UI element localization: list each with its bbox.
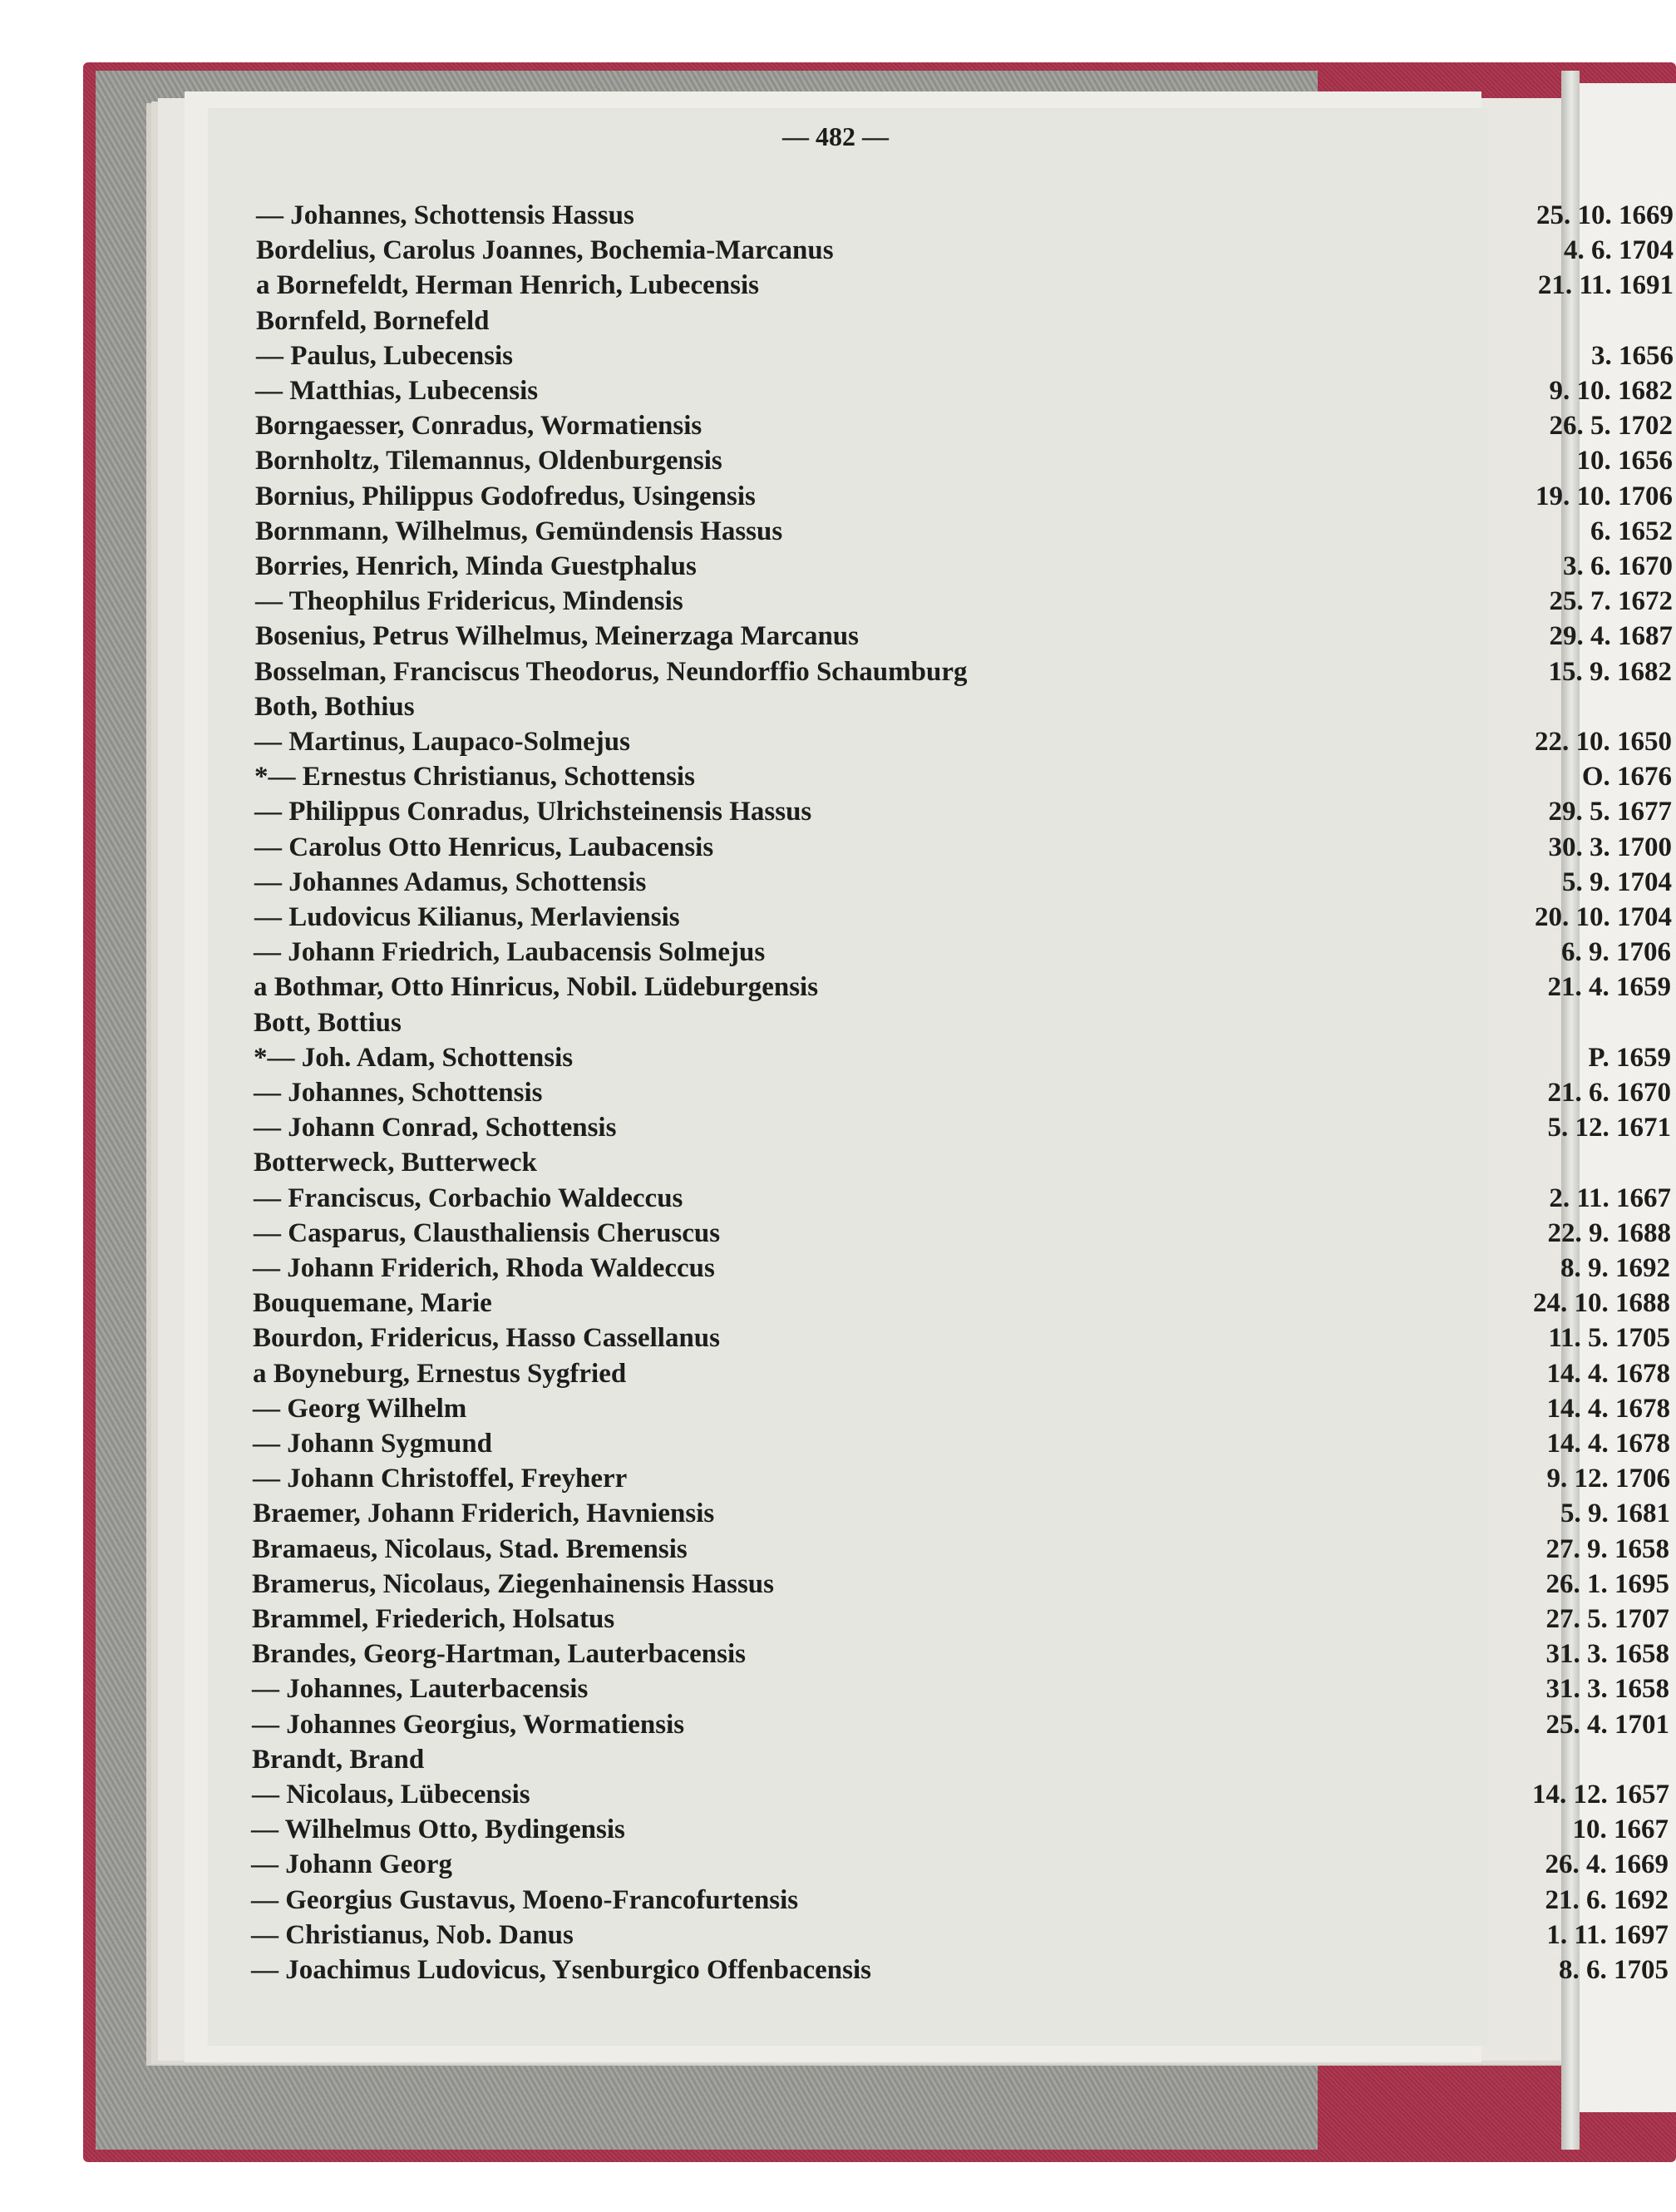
entry-name: — Johannes, Schottensis Hassus bbox=[256, 200, 634, 230]
entry-date: 31. 3. 1658 bbox=[1545, 1639, 1669, 1669]
entry-date: 8. 6. 1705 bbox=[1559, 1955, 1669, 1985]
register-entry bbox=[254, 1181, 1676, 1216]
register-entry bbox=[252, 1707, 1676, 1742]
entry-date: 9. 12. 1706 bbox=[1546, 1464, 1670, 1494]
register-entry bbox=[255, 514, 1676, 549]
entry-name: — Carolus Otto Henricus, Laubacensis bbox=[254, 832, 714, 862]
register-entry bbox=[254, 935, 1676, 970]
entry-name: Bosenius, Petrus Wilhelmus, Meinerzaga Marcanus bbox=[255, 621, 859, 651]
register-entry bbox=[252, 1567, 1676, 1602]
entry-name: — Johannes Georgius, Wormatiensis bbox=[252, 1710, 685, 1740]
register-entry bbox=[253, 1461, 1676, 1496]
register-entry bbox=[255, 549, 1676, 584]
entry-date: 5. 9. 1704 bbox=[1562, 867, 1672, 897]
entry-name: — Johann Conrad, Schottensis bbox=[254, 1113, 617, 1143]
register-entry bbox=[251, 1847, 1676, 1882]
entry-name: a Boyneburg, Ernestus Sygfried bbox=[253, 1359, 627, 1389]
register-entry bbox=[253, 1426, 1676, 1461]
register-entry bbox=[256, 233, 1676, 268]
entry-date: 11. 5. 1705 bbox=[1548, 1323, 1670, 1353]
entry-date: 22. 9. 1688 bbox=[1547, 1218, 1671, 1248]
entry-date: 30. 3. 1700 bbox=[1548, 832, 1672, 862]
register-entry bbox=[254, 900, 1676, 935]
entry-date: 5. 9. 1681 bbox=[1560, 1499, 1670, 1528]
entry-name: Borries, Henrich, Minda Guestphalus bbox=[255, 551, 697, 581]
entry-date: 5. 12. 1671 bbox=[1547, 1113, 1671, 1143]
entry-date: O. 1676 bbox=[1581, 762, 1672, 792]
entry-date: 29. 4. 1687 bbox=[1549, 621, 1673, 651]
entry-name: — Martinus, Laupaco-Solmejus bbox=[254, 727, 630, 757]
entry-date: 2. 11. 1667 bbox=[1549, 1183, 1671, 1213]
entry-name: — Johann Friedrich, Laubacensis Solmejus bbox=[254, 937, 766, 967]
entry-name: Botterweck, Butterweck bbox=[254, 1148, 537, 1178]
entry-date: 26. 5. 1702 bbox=[1549, 411, 1673, 441]
register-entry bbox=[255, 373, 1676, 408]
entry-name: Bosselman, Franciscus Theodorus, Neundorffio Schaumburg bbox=[254, 657, 968, 687]
entry-name: Bornholtz, Tilemannus, Oldenburgensis bbox=[255, 446, 722, 476]
entry-name: Bornmann, Wilhelmus, Gemündensis Hassus bbox=[255, 516, 783, 546]
register-entry bbox=[252, 1637, 1676, 1671]
register-entry bbox=[254, 1110, 1676, 1145]
entry-name: *— Joh. Adam, Schottensis bbox=[254, 1043, 574, 1073]
entry-name: — Johannes, Lauterbacensis bbox=[252, 1674, 589, 1704]
entry-date: 14. 4. 1678 bbox=[1546, 1394, 1670, 1424]
register-entry bbox=[251, 1812, 1676, 1847]
entry-date: 9. 10. 1682 bbox=[1549, 376, 1673, 406]
entry-name: Brammel, Friederich, Holsatus bbox=[252, 1604, 615, 1634]
register-entry bbox=[254, 865, 1676, 900]
register-entry bbox=[255, 479, 1676, 514]
entry-name: Borngaesser, Conradus, Wormatiensis bbox=[255, 411, 702, 441]
entry-name: Braemer, Johann Friderich, Havniensis bbox=[253, 1499, 715, 1528]
entry-name: Both, Bothius bbox=[254, 692, 415, 722]
entry-name: *— Ernestus Christianus, Schottensis bbox=[254, 762, 695, 792]
entry-name: — Georg Wilhelm bbox=[253, 1394, 467, 1424]
register-entry bbox=[256, 198, 1676, 233]
entry-name: Bourdon, Fridericus, Hasso Cassellanus bbox=[253, 1323, 720, 1353]
entry-name: — Ludovicus Kilianus, Merlaviensis bbox=[254, 902, 680, 932]
entry-name: — Wilhelmus Otto, Bydingensis bbox=[251, 1815, 625, 1844]
register-entry bbox=[252, 1742, 1676, 1777]
entry-name: Bordelius, Carolus Joannes, Bochemia-Marcanus bbox=[256, 235, 834, 265]
register-entry bbox=[254, 970, 1676, 1005]
register-entry bbox=[252, 1532, 1676, 1567]
entry-date: P. 1659 bbox=[1588, 1043, 1671, 1073]
entry-name: a Bornefeldt, Herman Henrich, Lubecensis bbox=[256, 270, 759, 300]
register-entry bbox=[254, 794, 1676, 829]
page-number: — 482 — bbox=[782, 121, 889, 151]
register-entry bbox=[251, 1953, 1676, 1987]
register-entry bbox=[254, 759, 1676, 794]
entry-date: 3. 1656 bbox=[1591, 341, 1674, 371]
entry-date: 27. 5. 1707 bbox=[1545, 1604, 1669, 1634]
entry-date: 14. 4. 1678 bbox=[1546, 1429, 1670, 1459]
entry-name: — Johannes, Schottensis bbox=[254, 1078, 543, 1108]
register-entry bbox=[256, 338, 1676, 373]
register-entry bbox=[254, 724, 1676, 759]
entry-date: 1. 11. 1697 bbox=[1546, 1920, 1669, 1950]
entry-name: Brandes, Georg-Hartman, Lauterbacensis bbox=[252, 1639, 746, 1669]
entry-date: 10. 1667 bbox=[1572, 1815, 1669, 1844]
register-entry bbox=[254, 689, 1676, 724]
entry-date: 8. 9. 1692 bbox=[1560, 1253, 1670, 1283]
entry-date: 26. 4. 1669 bbox=[1545, 1849, 1669, 1879]
entry-name: — Matthias, Lubecensis bbox=[255, 376, 539, 406]
entry-name: — Johann Georg bbox=[251, 1849, 453, 1879]
entry-name: — Johannes Adamus, Schottensis bbox=[254, 867, 647, 897]
entry-date: 25. 4. 1701 bbox=[1545, 1710, 1669, 1740]
register-entry bbox=[254, 1040, 1676, 1075]
entry-name: a Bothmar, Otto Hinricus, Nobil. Lüdeburgensis bbox=[254, 972, 819, 1002]
entry-date: 21. 11. 1691 bbox=[1537, 270, 1674, 300]
entry-date: 6. 9. 1706 bbox=[1561, 937, 1671, 967]
register-entry bbox=[254, 830, 1676, 865]
entry-name: — Paulus, Lubecensis bbox=[256, 341, 513, 371]
entry-date: 25. 10. 1669 bbox=[1536, 200, 1674, 230]
entry-date: 14. 12. 1657 bbox=[1532, 1780, 1669, 1810]
entry-name: — Christianus, Nob. Danus bbox=[251, 1920, 574, 1950]
entry-name: Bramaeus, Nicolaus, Stad. Bremensis bbox=[252, 1534, 688, 1564]
register-entry bbox=[252, 1777, 1676, 1812]
entry-date: 14. 4. 1678 bbox=[1546, 1359, 1670, 1389]
entry-date: 21. 6. 1670 bbox=[1547, 1078, 1671, 1108]
entry-name: — Johann Christoffel, Freyherr bbox=[253, 1464, 628, 1494]
entry-name: Brandt, Brand bbox=[252, 1745, 425, 1775]
register-entry bbox=[253, 1286, 1676, 1321]
entry-date: 4. 6. 1704 bbox=[1564, 235, 1674, 265]
entry-date: 25. 7. 1672 bbox=[1549, 586, 1673, 616]
register-entry bbox=[255, 619, 1676, 654]
entry-name: — Casparus, Clausthaliensis Cheruscus bbox=[254, 1218, 721, 1248]
entry-date: 29. 5. 1677 bbox=[1548, 797, 1672, 827]
register-entry bbox=[253, 1391, 1676, 1426]
entry-name: Bouquemane, Marie bbox=[253, 1288, 492, 1318]
entry-date: 22. 10. 1650 bbox=[1535, 727, 1672, 757]
entry-date: 20. 10. 1704 bbox=[1535, 902, 1672, 932]
entry-date: 3. 6. 1670 bbox=[1563, 551, 1673, 581]
entry-date: 6. 1652 bbox=[1590, 516, 1673, 546]
register-entry bbox=[251, 1883, 1676, 1918]
register-entry bbox=[255, 408, 1676, 443]
entry-date: 26. 1. 1695 bbox=[1545, 1569, 1669, 1599]
entry-name: Bramerus, Nicolaus, Ziegenhainensis Hassus bbox=[252, 1569, 774, 1599]
entry-name: — Philippus Conradus, Ulrichsteinensis Hassus bbox=[254, 797, 812, 827]
entry-name: — Franciscus, Corbachio Waldeccus bbox=[254, 1183, 683, 1213]
entry-name: — Georgius Gustavus, Moeno-Francofurtensis bbox=[251, 1885, 799, 1915]
entry-date: 27. 9. 1658 bbox=[1545, 1534, 1669, 1564]
entry-name: — Johann Friderich, Rhoda Waldeccus bbox=[253, 1253, 715, 1283]
register-entry bbox=[251, 1918, 1676, 1953]
entry-name: — Johann Sygmund bbox=[253, 1429, 492, 1459]
register-entry bbox=[254, 654, 1676, 689]
register-entry bbox=[253, 1496, 1676, 1531]
register-entry bbox=[255, 584, 1676, 619]
register-entry bbox=[252, 1602, 1676, 1637]
register-entry bbox=[255, 443, 1676, 478]
register-entry bbox=[253, 1321, 1676, 1355]
entry-name: — Theophilus Fridericus, Mindensis bbox=[255, 586, 683, 616]
entry-date: 15. 9. 1682 bbox=[1548, 657, 1672, 687]
register-entry bbox=[252, 1671, 1676, 1706]
register-entry bbox=[256, 268, 1676, 303]
register-entry bbox=[254, 1075, 1676, 1110]
register-entry bbox=[253, 1356, 1676, 1391]
entry-name: Bott, Bottius bbox=[254, 1008, 402, 1038]
entry-date: 24. 10. 1688 bbox=[1533, 1288, 1670, 1318]
register-entry bbox=[253, 1251, 1676, 1286]
entry-date: 31. 3. 1658 bbox=[1545, 1674, 1669, 1704]
register-entry bbox=[254, 1216, 1676, 1251]
entry-name: — Joachimus Ludovicus, Ysenburgico Offenbacensis bbox=[251, 1955, 871, 1985]
entry-name: — Nicolaus, Lübecensis bbox=[252, 1780, 530, 1810]
register-entry bbox=[254, 1005, 1676, 1040]
entry-date: 21. 6. 1692 bbox=[1545, 1885, 1669, 1915]
register-entry bbox=[254, 1145, 1676, 1180]
entry-date: 10. 1656 bbox=[1576, 446, 1673, 476]
register-entry bbox=[256, 304, 1676, 338]
entry-name: Bornius, Philippus Godofredus, Usingensis bbox=[255, 481, 756, 511]
entry-date: 19. 10. 1706 bbox=[1536, 481, 1673, 511]
entry-name: Bornfeld, Bornefeld bbox=[256, 306, 490, 336]
entry-date: 21. 4. 1659 bbox=[1547, 972, 1671, 1002]
